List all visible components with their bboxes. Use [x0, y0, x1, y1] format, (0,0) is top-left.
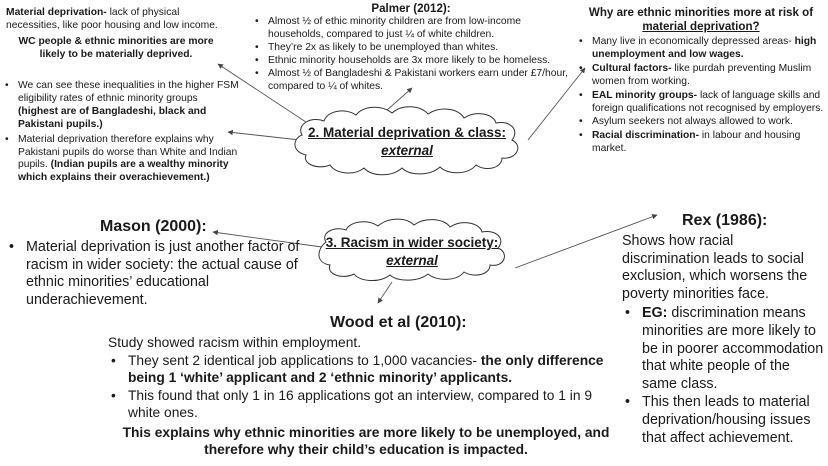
list-item: • We can see these inequalities in the higher FSM eligibility rates of ethnic minority groups (highest are of Bangladeshi, black and Pakistani pupils.) — [4, 80, 240, 132]
wood-conclusion: This explains why ethnic minorities are more likely to be unemployed, and therefore why their child’s education is impacted. — [122, 424, 610, 458]
wood-title: Wood et al (2010): — [330, 314, 467, 331]
why-title: Why are ethnic minorities more at risk of material deprivation? — [588, 6, 814, 33]
palmer-block — [252, 2, 570, 93]
cloud-material-deprivation-label: 2. Material deprivation & class: external — [307, 125, 507, 158]
list-item: • Asylum seekers not always allowed to work. — [578, 116, 824, 129]
definition-term: Material deprivation- — [6, 7, 107, 18]
inequalities-block — [4, 80, 240, 185]
list-item: • This found that only 1 in 16 applications got an interview, compared to 1 in 9 white ones. — [108, 387, 624, 422]
list-item: • Almost ½ of Bangladeshi & Pakistani workers earn under £7/hour, compared to ¼ of whites. — [254, 68, 570, 94]
list-item: • They sent 2 identical job applications to 1,000 vacancies- the only difference being 1 ‘white’ applicant and 2 ‘ethnic minority’ applicants. — [108, 352, 624, 387]
rex-title: Rex (1986): — [682, 212, 768, 229]
list-item: • EG: discrimination means minorities are more likely to be in poorer accommodation that white people of the same class. — [622, 305, 824, 393]
list-item: • Material deprivation is just another factor of racism in wider society: the actual cause of ethnic minorities’ educational underachievement. — [6, 239, 322, 309]
list-item: • Racial discrimination- in labour and housing market. — [578, 130, 824, 156]
list-item: • They’re 2x as likely to be unemployed than whites. — [254, 42, 570, 55]
why-block — [578, 6, 824, 156]
list-item: • Almost ½ of ethic minority children are from low-income households, compared to just ¼ of white children. — [254, 16, 570, 42]
list-item: • EAL minority groups- lack of language skills and foreign qualifications not recognised by employers. — [578, 90, 824, 116]
definition-block — [6, 7, 226, 62]
mason-block — [6, 218, 322, 309]
list-item: • Many live in economically depressed areas- high unemployment and low wages. — [578, 36, 824, 62]
wood-intro: Study showed racism within employment. — [108, 335, 362, 350]
list-item: • This then leads to material deprivation/housing issues that affect achievement. — [622, 394, 824, 447]
wood-block — [108, 314, 624, 459]
arrow-to-wood — [378, 282, 392, 303]
definition-claim: WC people & ethnic minorities are more likely to be materially deprived. — [18, 35, 214, 60]
definition-text: lack of physical necessities, like poor housing and low income. — [6, 7, 218, 31]
list-item: • Material deprivation therefore explains why Pakistani pupils do worse than White and Indian pupils. (Indian pupils are a wealthy minority which explains their overachievement.) — [4, 134, 240, 186]
list-item: • Ethnic minority households are 3x more likely to be homeless. — [254, 55, 570, 68]
cloud-racism-label: 3. Racism in wider society: external — [325, 235, 499, 268]
rex-block — [622, 212, 824, 447]
rex-intro: Shows how racial discrimination leads to social exclusion, which worsens the poverty minorities face. — [622, 233, 808, 302]
palmer-title: Palmer (2012): — [371, 2, 451, 15]
mason-title: Mason (2000): — [100, 218, 207, 235]
list-item: • Cultural factors- like purdah preventing Muslim women from working. — [578, 63, 824, 89]
